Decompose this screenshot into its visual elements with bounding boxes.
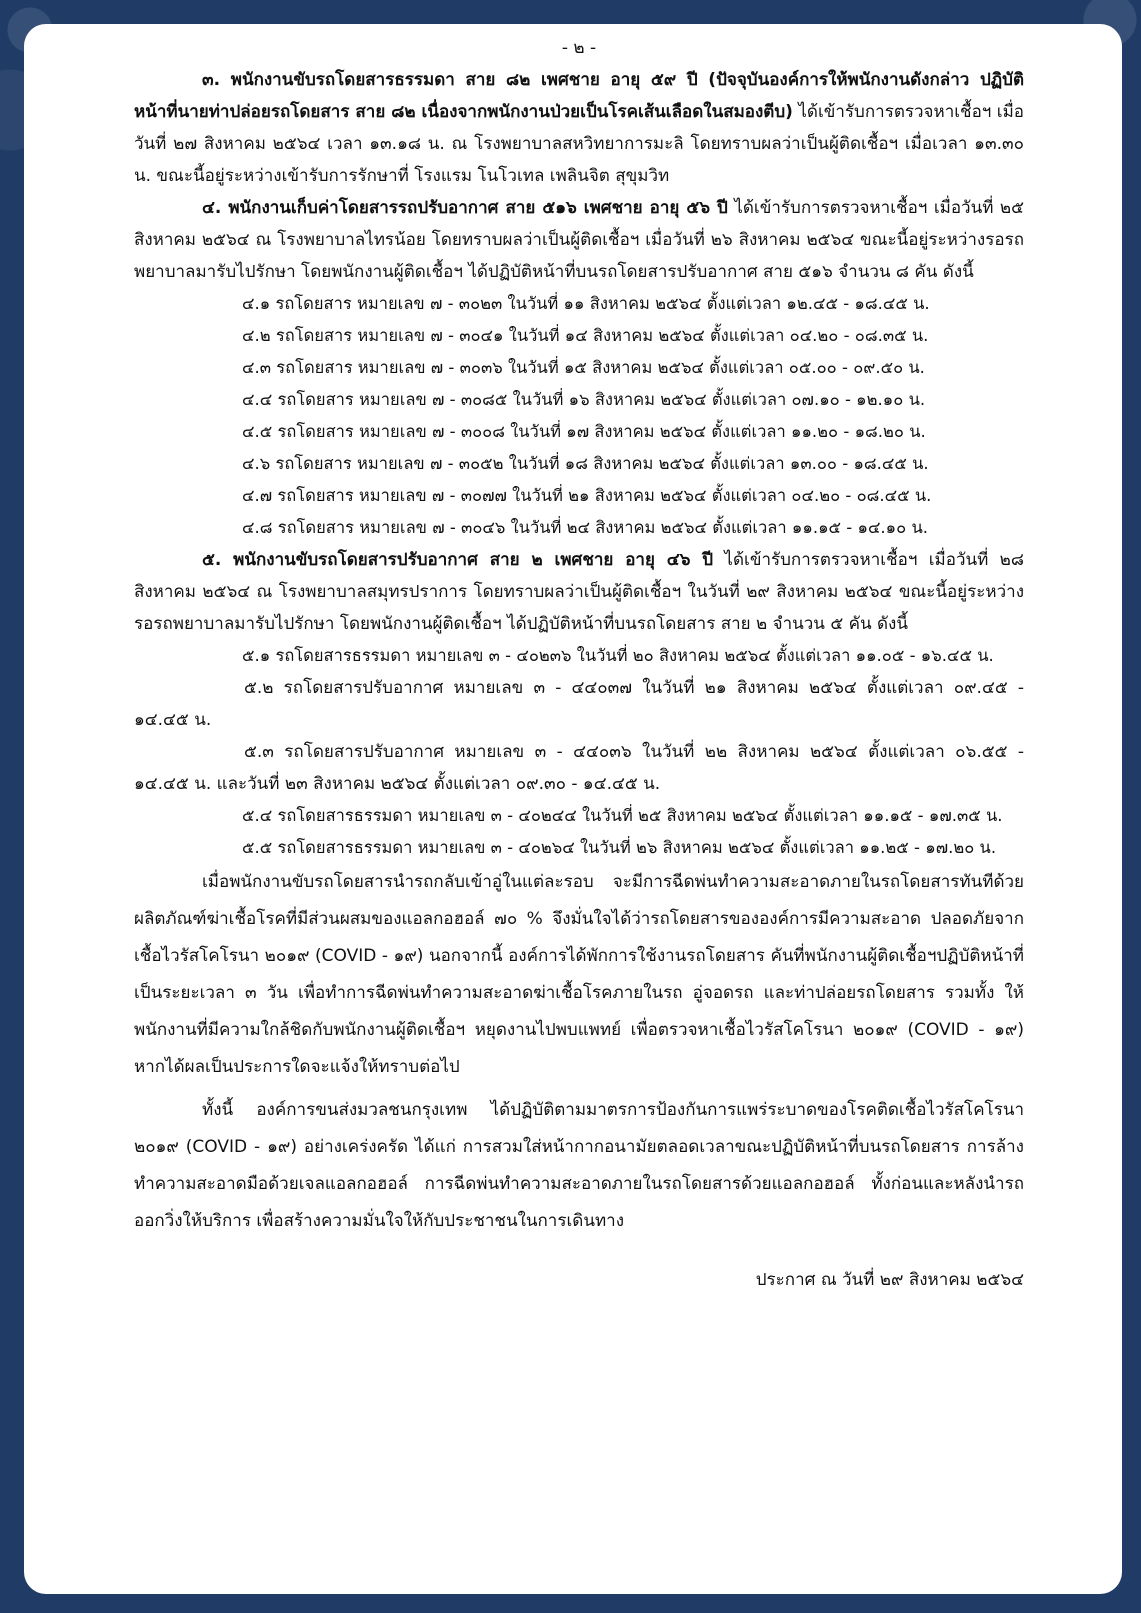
cleaning-paragraph: เมื่อพนักงานขับรถโดยสารนำรถกลับเข้าอู่ในแต่ละรอบ จะมีการฉีดพ่นทำความสะอาดภายในรถโดยสารทันทีด้วยผลิตภัณฑ์ฆ่าเชื้อโรคที่มีส่วนผสมของแอลกอฮอล์ ๗๐ % จึงมั่นใจได้ว่ารถโดยสารขององค์การมีความสะอาด ปลอดภัยจากเชื้อไวรัสโคโรนา ๒๐๑๙ (COVID - ๑๙) นอกจากนี้ องค์การได้พักการใช้งานรถโดยสาร คันที่พนักงานผู้ติดเชื้อฯปฏิบัติหน้าที่ เป็นระยะเวลา ๓ วัน เพื่อทำการฉีดพ่นทำความสะอาดฆ่าเชื้อโรคภายในรถ อู่จอดรถ และท่าปล่อยรถโดยสาร รวมทั้ง ให้พนักงานที่มีความใกล้ชิดกับพนักงานผู้ติดเชื้อฯ หยุดงานไปพบแพทย์ เพื่อตรวจหาเชื้อไวรัสโคโรนา ๒๐๑๙ (COVID - ๑๙) หากได้ผลเป็นประการใดจะแจ้งให้ทราบต่อไป — [134, 872, 1024, 1077]
section-5-body: ได้เข้ารับการตรวจหาเชื้อฯ เมื่อวันที่ ๒๘ สิงหาคม ๒๕๖๔ ณ โรงพยาบาลสมุทรปราการ โดยทราบผลว่าเป็นผู้ติดเชื้อฯ ในวันที่ ๒๙ สิงหาคม ๒๕๖๔ ขณะนี้อยู่ระหว่างรอรถพยาบาลมารับไปรักษา โดยพนักงานผู้ติดเชื้อฯ ได้ปฏิบัติหน้าที่บนรถโดยสาร สาย ๒ จำนวน ๕ คัน ดังนี้ — [134, 550, 1024, 634]
list-item: ๕.๓ รถโดยสารปรับอากาศ หมายเลข ๓ - ๔๔๐๓๖ ในวันที่ ๒๒ สิงหาคม ๒๕๖๔ ตั้งแต่เวลา ๐๖.๕๕ - ๑๔.๔๕ น. และวันที่ ๒๓ สิงหาคม ๒๕๖๔ ตั้งแต่เวลา ๐๙.๓๐ - ๑๔.๔๕ น. — [134, 742, 1024, 794]
list-item: ๔.๕ รถโดยสาร หมายเลข ๗ - ๓๐๐๘ ในวันที่ ๑๗ สิงหาคม ๒๕๖๔ ตั้งแต่เวลา ๑๑.๒๐ - ๑๘.๒๐ น. — [242, 422, 926, 441]
list-item: ๔.๔ รถโดยสาร หมายเลข ๗ - ๓๐๘๕ ในวันที่ ๑๖ สิงหาคม ๒๕๖๔ ตั้งแต่เวลา ๐๗.๑๐ - ๑๒.๑๐ น. — [242, 390, 926, 409]
section-3 — [134, 64, 1024, 192]
list-item: ๔.๓ รถโดยสาร หมายเลข ๗ - ๓๐๓๖ ในวันที่ ๑๕ สิงหาคม ๒๕๖๔ ตั้งแต่เวลา ๐๕.๐๐ - ๐๙.๕๐ น. — [242, 358, 925, 377]
section-4-body: ได้เข้ารับการตรวจหาเชื้อฯ เมื่อวันที่ ๒๕ สิงหาคม ๒๕๖๔ ณ โรงพยาบาลไทรน้อย โดยทราบผลว่าเป็นผู้ติดเชื้อฯ เมื่อวันที่ ๒๖ สิงหาคม ๒๕๖๔ ขณะนี้อยู่ระหว่างรอรถพยาบาลมารับไปรักษา โดยพนักงานผู้ติดเชื้อฯ ได้ปฏิบัติหน้าที่บนรถโดยสารปรับอากาศ สาย ๕๑๖ จำนวน ๘ คัน ดังนี้ — [134, 198, 1024, 282]
list-item: ๔.๖ รถโดยสาร หมายเลข ๗ - ๓๐๕๒ ในวันที่ ๑๘ สิงหาคม ๒๕๖๔ ตั้งแต่เวลา ๑๓.๐๐ - ๑๘.๔๕ น. — [242, 454, 929, 473]
document-page — [24, 24, 1122, 1594]
section-5 — [134, 544, 1024, 640]
section-4-heading: ๔. พนักงานเก็บค่าโดยสารรถปรับอากาศ สาย ๕๑๖ เพศชาย อายุ ๕๖ ปี — [202, 198, 728, 218]
section-4 — [134, 192, 1024, 288]
list-item: ๕.๒ รถโดยสารปรับอากาศ หมายเลข ๓ - ๔๔๐๓๗ ในวันที่ ๒๑ สิงหาคม ๒๕๖๔ ตั้งแต่เวลา ๐๙.๔๕ - ๑๔.๔๕ น. — [134, 678, 1024, 730]
page-number: - ๒ - — [561, 38, 597, 58]
list-item: ๕.๔ รถโดยสารธรรมดา หมายเลข ๓ - ๔๐๒๔๔ ในวันที่ ๒๕ สิงหาคม ๒๕๖๔ ตั้งแต่เวลา ๑๑.๑๕ - ๑๗.๓๕ น. — [242, 806, 1003, 825]
list-item: ๔.๒ รถโดยสาร หมายเลข ๗ - ๓๐๔๑ ในวันที่ ๑๔ สิงหาคม ๒๕๖๔ ตั้งแต่เวลา ๐๔.๒๐ - ๐๘.๓๕ น. — [242, 326, 929, 345]
list-item: ๕.๕ รถโดยสารธรรมดา หมายเลข ๓ - ๔๐๒๖๔ ในวันที่ ๒๖ สิงหาคม ๒๕๖๔ ตั้งแต่เวลา ๑๑.๒๕ - ๑๗.๒๐ น. — [242, 838, 997, 857]
list-item: ๔.๗ รถโดยสาร หมายเลข ๗ - ๓๐๗๗ ในวันที่ ๒๑ สิงหาคม ๒๕๖๔ ตั้งแต่เวลา ๐๔.๒๐ - ๐๘.๔๕ น. — [242, 486, 932, 505]
document-body — [134, 32, 1024, 1296]
list-item: ๕.๑ รถโดยสารธรรมดา หมายเลข ๓ - ๔๐๒๓๖ ในวันที่ ๒๐ สิงหาคม ๒๕๖๔ ตั้งแต่เวลา ๑๑.๐๕ - ๑๖.๔๕ น. — [242, 646, 994, 665]
section-3-heading: ๓. พนักงานขับรถโดยสารธรรมดา สาย ๘๒ เพศชาย อายุ ๕๙ ปี (ปัจจุบันองค์การให้พนักงานดังกล่าว ปฏิบัติหน้าที่นายท่าปล่อยรถโดยสาร สาย ๘๒ เนื่องจากพนักงานป่วยเป็นโรคเส้นเลือดในสมองตีบ) — [134, 70, 1024, 122]
list-item: ๔.๑ รถโดยสาร หมายเลข ๗ - ๓๐๒๓ ในวันที่ ๑๑ สิงหาคม ๒๕๖๔ ตั้งแต่เวลา ๑๒.๔๕ - ๑๘.๔๕ น. — [242, 294, 930, 313]
section-3-body: ได้เข้ารับการตรวจหาเชื้อฯ เมื่อวันที่ ๒๗ สิงหาคม ๒๕๖๔ เวลา ๑๓.๑๘ น. ณ โรงพยาบาลสหวิทยาการมะลิ โดยทราบผลว่าเป็นผู้ติดเชื้อฯ เมื่อเวลา ๑๓.๓๐ น. ขณะนี้อยู่ระหว่างเข้ารับการรักษาที่ โรงแรม โนโวเทล เพลินจิต สุขุมวิท — [134, 102, 1025, 186]
announcement-date: ประกาศ ณ วันที่ ๒๙ สิงหาคม ๒๕๖๔ — [755, 1270, 1024, 1290]
measures-paragraph: ทั้งนี้ องค์การขนส่งมวลชนกรุงเทพ ได้ปฏิบัติตามมาตรการป้องกันการแพร่ระบาดของโรคติดเชื้อไวรัสโคโรนา ๒๐๑๙ (COVID - ๑๙) อย่างเคร่งครัด ได้แก่ การสวมใส่หน้ากากอนามัยตลอดเวลาขณะปฏิบัติหน้าที่บนรถโดยสาร การล้างทำความสะอาดมือด้วยเจลแอลกอฮอล์ การฉีดพ่นทำความสะอาดภายในรถโดยสารด้วยแอลกอฮอล์ ทั้งก่อนและหลังนำรถออกวิ่งให้บริการ เพื่อสร้างความมั่นใจให้กับประชาชนในการเดินทาง — [134, 1100, 1024, 1231]
section-5-heading: ๕. พนักงานขับรถโดยสารปรับอากาศ สาย ๒ เพศชาย อายุ ๔๖ ปี — [202, 550, 714, 570]
list-item: ๔.๘ รถโดยสาร หมายเลข ๗ - ๓๐๔๖ ในวันที่ ๒๔ สิงหาคม ๒๕๖๔ ตั้งแต่เวลา ๑๑.๑๕ - ๑๔.๑๐ น. — [242, 518, 928, 537]
